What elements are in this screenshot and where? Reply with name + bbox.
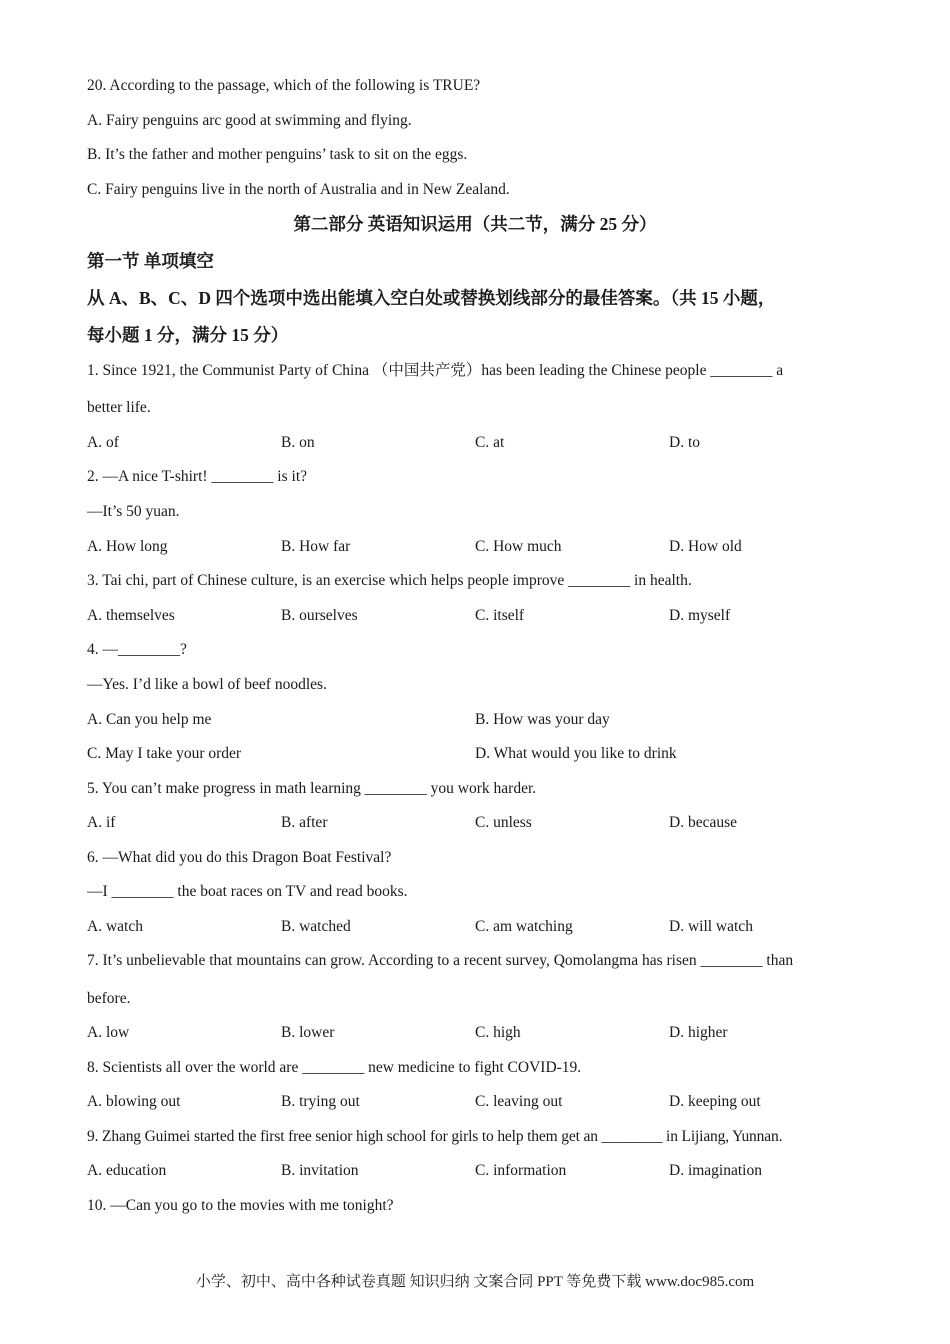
option-b: B. watched	[281, 918, 351, 935]
option-d: D. imagination	[669, 1162, 762, 1179]
question-stem-cont: —I ________ the boat races on TV and read books.	[87, 883, 408, 900]
option-a: A. blowing out	[87, 1093, 181, 1110]
option-d: D. higher	[669, 1024, 728, 1041]
option-c: C. itself	[475, 607, 525, 624]
option-c: C. high	[475, 1024, 521, 1041]
question-stem-cont: —Yes. I’d like a bowl of beef noodles.	[87, 676, 327, 693]
option-d: D. myself	[669, 607, 731, 624]
option-d: D. will watch	[669, 918, 753, 935]
question-stem-cont: better life.	[87, 399, 151, 416]
question-stem: 7. It’s unbelievable that mountains can grow. According to a recent survey, Qomolangma has risen ________ than	[87, 952, 794, 969]
instructions-line-2: 每小题 1 分，满分 15 分）	[87, 325, 289, 345]
option-b: B. trying out	[281, 1093, 360, 1110]
question-stem: 1. Since 1921, the Communist Party of China （中国共产党）has been leading the Chinese people ________ a	[87, 362, 784, 379]
question-stem-cont: —It’s 50 yuan.	[87, 503, 180, 520]
option-c: C. May I take your order	[87, 745, 242, 762]
question-stem: 6. —What did you do this Dragon Boat Festival?	[87, 849, 392, 866]
instructions-line-1: 从 A、B、C、D 四个选项中选出能填入空白处或替换划线部分的最佳答案。（共 15 小题，	[87, 288, 776, 308]
option-b: B. How far	[281, 538, 351, 555]
option-d: D. to	[669, 434, 700, 451]
page-footer: 小学、初中、高中各种试卷真题 知识归纳 文案合同 PPT 等免费下载 www.doc985.com	[195, 1274, 755, 1290]
option-d: D. because	[669, 814, 737, 831]
option-a: A. if	[87, 814, 116, 831]
option-c: C. information	[475, 1162, 567, 1179]
question-stem-cont: before.	[87, 990, 131, 1007]
option-a: A. low	[87, 1024, 130, 1041]
part-title: 第二部分 英语知识运用（共二节，满分 25 分）	[293, 214, 657, 234]
option-c: C. at	[475, 434, 505, 451]
question-stem: 8. Scientists all over the world are ________ new medicine to fight COVID-19.	[87, 1059, 582, 1076]
question-stem: 4. —________?	[87, 641, 187, 658]
question-stem: 5. You can’t make progress in math learning ________ you work harder.	[87, 780, 537, 797]
option-a: A. Can you help me	[87, 711, 212, 728]
option-a: A. of	[87, 434, 119, 451]
option-d: D. keeping out	[669, 1093, 761, 1110]
option-c: C. leaving out	[475, 1093, 563, 1110]
question-stem: 20. According to the passage, which of the following is TRUE?	[87, 77, 481, 94]
option-a: A. Fairy penguins arc good at swimming and flying.	[87, 112, 412, 129]
option-a: A. education	[87, 1162, 167, 1179]
option-c: C. Fairy penguins live in the north of Australia and in New Zealand.	[87, 181, 510, 198]
option-c: C. am watching	[475, 918, 573, 935]
option-b: B. invitation	[281, 1162, 359, 1179]
option-b: B. lower	[281, 1024, 335, 1041]
question-stem: 3. Tai chi, part of Chinese culture, is an exercise which helps people improve ________ in health.	[87, 572, 692, 589]
option-c: C. How much	[475, 538, 562, 555]
question-stem: 2. —A nice T-shirt! ________ is it?	[87, 468, 308, 485]
option-a: A. themselves	[87, 607, 175, 624]
option-d: D. What would you like to drink	[475, 745, 677, 762]
option-d: D. How old	[669, 538, 742, 555]
option-b: B. on	[281, 434, 315, 451]
question-stem: 10. —Can you go to the movies with me tonight?	[87, 1197, 394, 1214]
option-b: B. after	[281, 814, 328, 831]
option-b: B. It’s the father and mother penguins’ task to sit on the eggs.	[87, 146, 468, 163]
option-a: A. watch	[87, 918, 143, 935]
option-a: A. How long	[87, 538, 168, 555]
option-b: B. ourselves	[281, 607, 358, 624]
option-b: B. How was your day	[475, 711, 610, 728]
question-stem: 9. Zhang Guimei started the first free senior high school for girls to help them get an ________ in Lijiang, Yunnan.	[87, 1128, 783, 1145]
section-title: 第一节 单项填空	[87, 251, 214, 271]
option-c: C. unless	[475, 814, 532, 831]
